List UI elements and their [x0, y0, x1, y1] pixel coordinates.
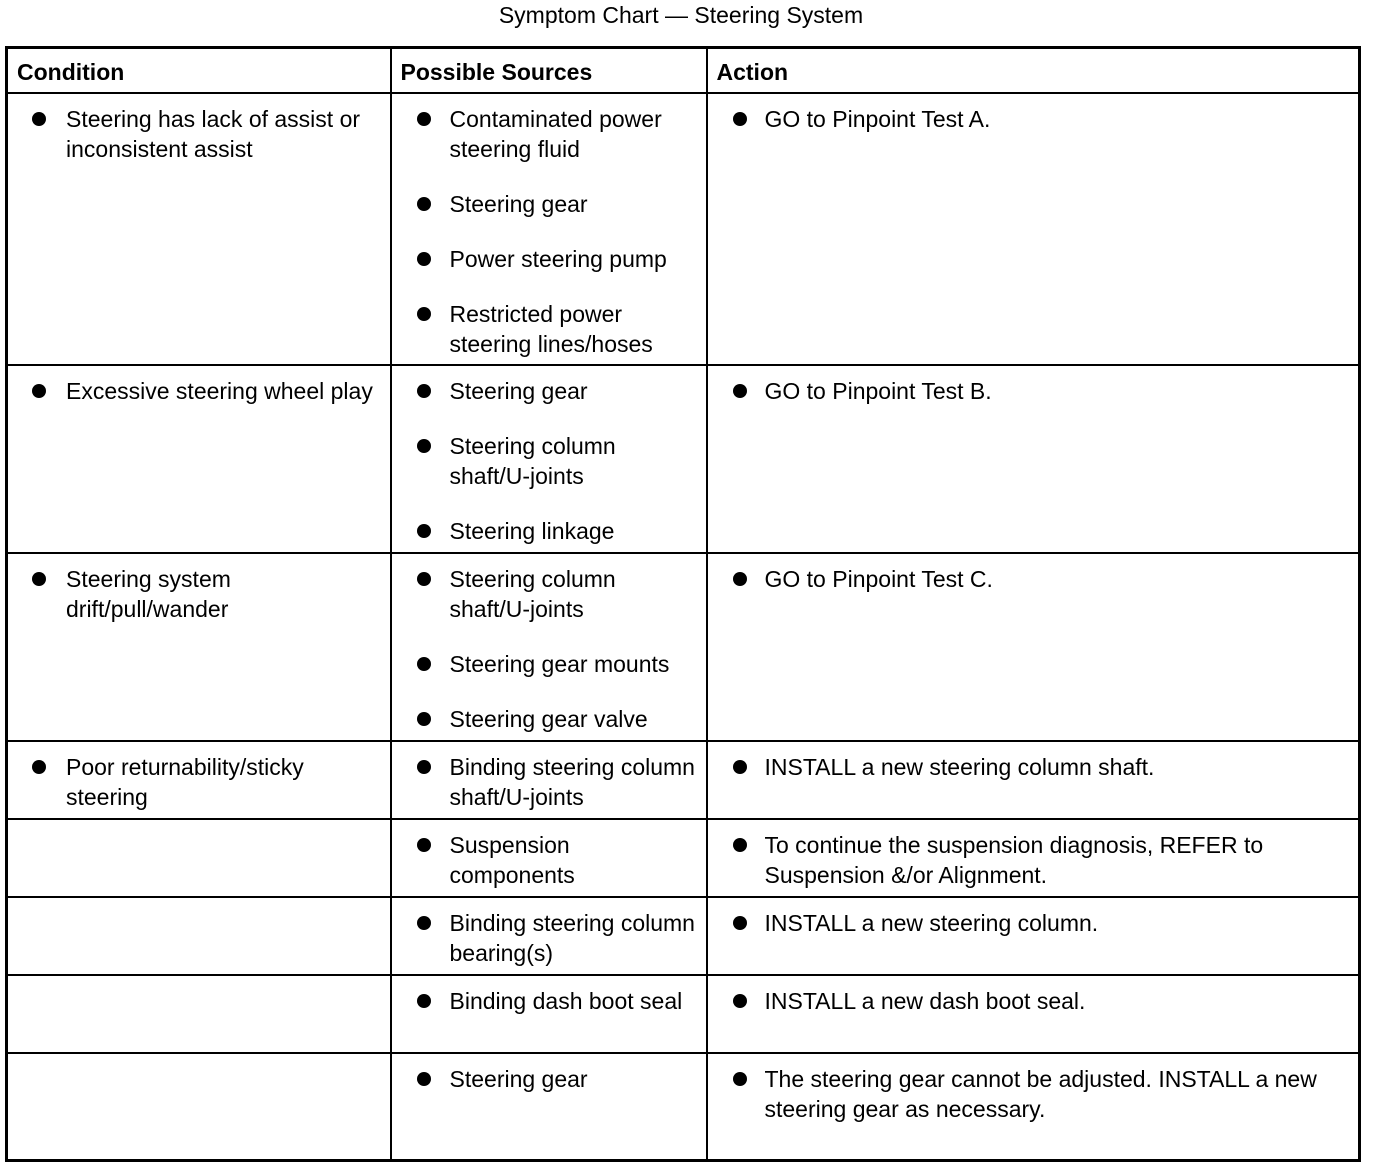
bullet-icon: [417, 572, 431, 586]
bullet-icon: [417, 384, 431, 398]
bullet-list: [708, 820, 1359, 890]
bullet-list: [708, 1054, 1359, 1124]
bullet-list: [8, 94, 390, 164]
list-item: [392, 908, 706, 968]
action-cell: [707, 897, 1360, 975]
bullet-list: [708, 94, 1359, 134]
table-row: [7, 897, 1360, 975]
table-row: [7, 1053, 1360, 1161]
list-item: [392, 1064, 706, 1094]
action-cell: [707, 819, 1360, 897]
table-row: [7, 975, 1360, 1053]
bullet-icon: [417, 916, 431, 930]
table-row: [7, 93, 1360, 365]
bullet-icon: [733, 112, 747, 126]
list-item-text: INSTALL a new steering column shaft.: [764, 753, 1155, 780]
list-item: [392, 649, 706, 679]
list-item-text: GO to Pinpoint Test A.: [764, 105, 991, 132]
bullet-icon: [733, 994, 747, 1008]
list-item-text: Steering gear valve: [449, 705, 648, 732]
list-item: [392, 830, 706, 890]
list-item: [8, 104, 390, 164]
list-item: [708, 908, 1359, 938]
possible-sources-cell: [391, 553, 707, 741]
list-item-text: Steering system drift/pull/wander: [66, 565, 231, 622]
bullet-icon: [417, 657, 431, 671]
list-item: [392, 244, 706, 274]
condition-cell: [7, 741, 391, 819]
possible-sources-cell: [391, 1053, 707, 1161]
table-row: [7, 741, 1360, 819]
list-item-text: Restricted power steering lines/hoses: [449, 300, 653, 357]
action-cell: [707, 1053, 1360, 1161]
table-body: [7, 93, 1360, 1161]
column-header-possible-sources: Possible Sources: [391, 48, 707, 93]
list-item-text: Contaminated power steering fluid: [449, 105, 662, 162]
page-title: Symptom Chart — Steering System: [498, 2, 864, 28]
list-item: [392, 431, 706, 491]
list-item: [708, 830, 1359, 890]
bullet-icon: [417, 252, 431, 266]
bullet-list: [392, 898, 706, 968]
list-item-text: Steering column shaft/U-joints: [449, 565, 616, 622]
list-item: [392, 299, 706, 359]
bullet-icon: [733, 760, 747, 774]
bullet-icon: [417, 524, 431, 538]
table-row: [7, 365, 1360, 553]
list-item-text: Excessive steering wheel play: [66, 377, 373, 404]
action-cell: [707, 975, 1360, 1053]
action-cell: [707, 365, 1360, 553]
header-row: [7, 48, 1360, 93]
possible-sources-cell: [391, 741, 707, 819]
list-item-text: GO to Pinpoint Test C.: [764, 565, 993, 592]
bullet-list: [8, 366, 390, 406]
list-item-text: Steering gear: [449, 377, 588, 404]
bullet-icon: [417, 439, 431, 453]
list-item-text: INSTALL a new dash boot seal.: [764, 987, 1086, 1014]
bullet-icon: [32, 760, 46, 774]
list-item-text: Steering gear mounts: [449, 650, 670, 677]
bullet-icon: [417, 1072, 431, 1086]
bullet-list: [708, 742, 1359, 782]
list-item-text: Steering gear: [449, 1065, 588, 1092]
list-item: [708, 986, 1359, 1016]
list-item: [708, 564, 1359, 594]
list-item-text: Suspension components: [449, 831, 575, 888]
list-item-text: Binding steering column bearing(s): [449, 909, 695, 966]
list-item: [392, 104, 706, 164]
column-header-condition: Condition: [7, 48, 391, 93]
condition-cell: [7, 93, 391, 365]
bullet-icon: [32, 384, 46, 398]
bullet-list: [8, 742, 390, 812]
bullet-list: [392, 94, 706, 359]
bullet-icon: [32, 572, 46, 586]
symptom-chart-table: [5, 46, 1361, 1162]
list-item: [392, 704, 706, 734]
list-item: [708, 376, 1359, 406]
list-item: [708, 104, 1359, 134]
condition-cell: [7, 975, 391, 1053]
condition-cell: [7, 1053, 391, 1161]
list-item-text: Poor returnability/sticky steering: [66, 753, 304, 810]
bullet-icon: [733, 572, 747, 586]
bullet-list: [8, 554, 390, 624]
bullet-list: [708, 554, 1359, 594]
condition-cell: [7, 819, 391, 897]
bullet-icon: [417, 760, 431, 774]
list-item: [708, 752, 1359, 782]
action-cell: [707, 553, 1360, 741]
list-item-text: Steering column shaft/U-joints: [449, 432, 616, 489]
list-item-text: Power steering pump: [449, 245, 667, 272]
bullet-icon: [417, 994, 431, 1008]
bullet-icon: [733, 1072, 747, 1086]
list-item-text: Steering linkage: [449, 517, 615, 544]
bullet-list: [708, 898, 1359, 938]
possible-sources-cell: [391, 975, 707, 1053]
bullet-list: [392, 554, 706, 734]
list-item: [708, 1064, 1359, 1124]
list-item-text: Binding dash boot seal: [449, 987, 683, 1014]
list-item: [392, 564, 706, 624]
action-cell: [707, 741, 1360, 819]
list-item-text: Steering has lack of assist or inconsistent assist: [66, 105, 361, 162]
list-item: [392, 376, 706, 406]
table-row: [7, 553, 1360, 741]
possible-sources-cell: [391, 93, 707, 365]
bullet-icon: [733, 838, 747, 852]
possible-sources-cell: [391, 365, 707, 553]
list-item: [8, 376, 390, 406]
bullet-list: [708, 366, 1359, 406]
bullet-list: [392, 742, 706, 812]
condition-cell: [7, 897, 391, 975]
condition-cell: [7, 553, 391, 741]
column-header-action: Action: [707, 48, 1360, 93]
bullet-list: [708, 976, 1359, 1016]
bullet-icon: [417, 307, 431, 321]
bullet-icon: [417, 112, 431, 126]
bullet-list: [392, 820, 706, 890]
possible-sources-cell: [391, 819, 707, 897]
action-cell: [707, 93, 1360, 365]
list-item: [392, 986, 706, 1016]
list-item: [392, 189, 706, 219]
list-item-text: INSTALL a new steering column.: [764, 909, 1099, 936]
bullet-icon: [417, 712, 431, 726]
bullet-icon: [417, 838, 431, 852]
bullet-list: [392, 1054, 706, 1094]
list-item-text: Binding steering column shaft/U-joints: [449, 753, 695, 810]
possible-sources-cell: [391, 897, 707, 975]
bullet-icon: [733, 384, 747, 398]
table-row: [7, 819, 1360, 897]
bullet-icon: [417, 197, 431, 211]
list-item-text: Steering gear: [449, 190, 588, 217]
list-item-text: To continue the suspension diagnosis, REFER to Suspension &/or Alignment.: [764, 831, 1264, 888]
bullet-icon: [733, 916, 747, 930]
list-item: [392, 516, 706, 546]
list-item: [392, 752, 706, 812]
list-item: [8, 752, 390, 812]
bullet-list: [392, 366, 706, 546]
list-item: [8, 564, 390, 624]
list-item-text: The steering gear cannot be adjusted. INSTALL a new steering gear as necessary.: [764, 1065, 1317, 1122]
condition-cell: [7, 365, 391, 553]
bullet-icon: [32, 112, 46, 126]
list-item-text: GO to Pinpoint Test B.: [764, 377, 992, 404]
bullet-list: [392, 976, 706, 1016]
